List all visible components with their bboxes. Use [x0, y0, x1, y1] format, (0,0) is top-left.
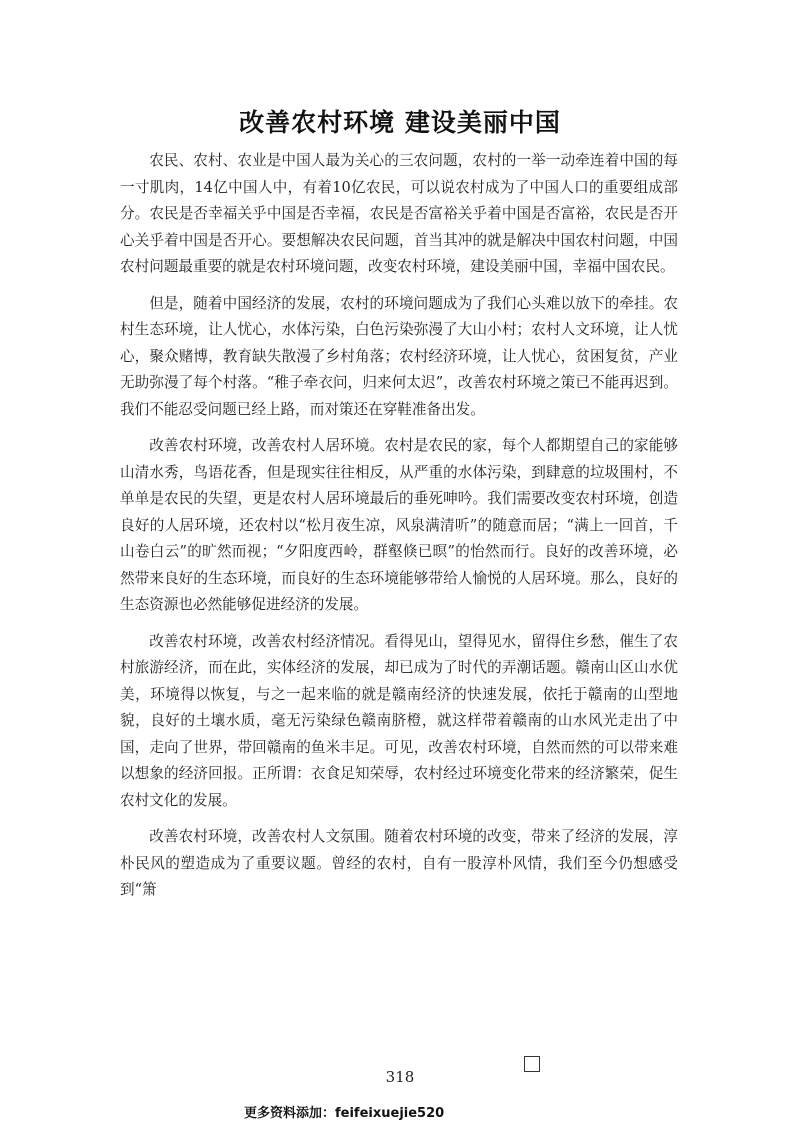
- paragraph: 改善农村环境，改善农村人居环境。农村是农民的家，每个人都期望自己的家能够山清水秀，鸟语花香，但是现实往往相反，从严重的水体污染，到肆意的垃圾围村，不单单是农民的失望，更是农村人居环境最后的垂死呻吟。我们需要改变农村环境，创造良好的人居环境，还农村以“松月夜生凉，风泉满清听”的随意而居；“满上一回首，千山卷白云”的旷然而视；“夕阳度西岭，群壑倏已暝”的怡然而行。良好的改善环境，必然带来良好的生态环境，而良好的生态环境能够带给人愉悦的人居环境。那么，良好的生态资源也必然能够促进经济的发展。: [120, 437, 678, 613]
- paragraph: 改善农村环境，改善农村人文氛围。随着农村环境的改变，带来了经济的发展，淳朴民风的塑造成为了重要议题。曾经的农村，自有一股淳朴风情，我们至今仍想感受到“箫: [120, 828, 678, 898]
- checkbox-square-icon: [524, 1056, 540, 1072]
- paragraph: 但是，随着中国经济的发展，农村的环境问题成为了我们心头难以放下的牵挂。农村生态环境，让人忧心，水体污染，白色污染弥漫了大山小村；农村人文环境，让人忧心，聚众赌博，教育缺失散漫了乡村角落；农村经济环境，让人忧心，贫困复贫，产业无助弥漫了每个村落。“稚子牵衣问，归来何太迟”，改善农村环境之策已不能再迟到。我们不能忍受问题已经上路，而对策还在穿鞋准备出发。: [120, 294, 678, 418]
- page-title: 改善农村环境 建设美丽中国: [239, 108, 561, 137]
- page-number: 318: [385, 1068, 415, 1086]
- paragraph: 改善农村环境，改善农村经济情况。看得见山，望得见水，留得住乡愁，催生了农村旅游经济，而在此，实体经济的发展，却已成为了时代的弄潮话题。赣南山区山水优美，环境得以恢复，与之一起来临的就是赣南经济的快速发展，依托于赣南的山型地貌，良好的土壤水质，毫无污染绿色赣南脐橙，就这样带着赣南的山水风光走出了中国，走向了世界，带回赣南的鱼米丰足。可见，改善农村环境，自然而然的可以带来难以想象的经济回报。正所谓：衣食足知荣辱，农村经过环境变化带来的经济繁荣，促生农村文化的发展。: [120, 632, 678, 809]
- article-body: [120, 148, 678, 914]
- paragraph: 农民、农村、农业是中国人最为关心的三农问题，农村的一举一动牵连着中国的每一寸肌肉，14亿中国人中，有着10亿农民，可以说农村成为了中国人口的重要组成部分。农民是否幸福关乎中国是否幸福，农民是否富裕关乎着中国是否富裕，农民是否开心关乎着中国是否开心。要想解决农民问题，首当其冲的就是解决中国农村问题，中国农村问题最重要的就是农村环境问题，改变农村环境，建设美丽中国，幸福中国农民。: [120, 152, 678, 275]
- footer-note: 更多资料添加：feifeixuejie520: [244, 1106, 445, 1121]
